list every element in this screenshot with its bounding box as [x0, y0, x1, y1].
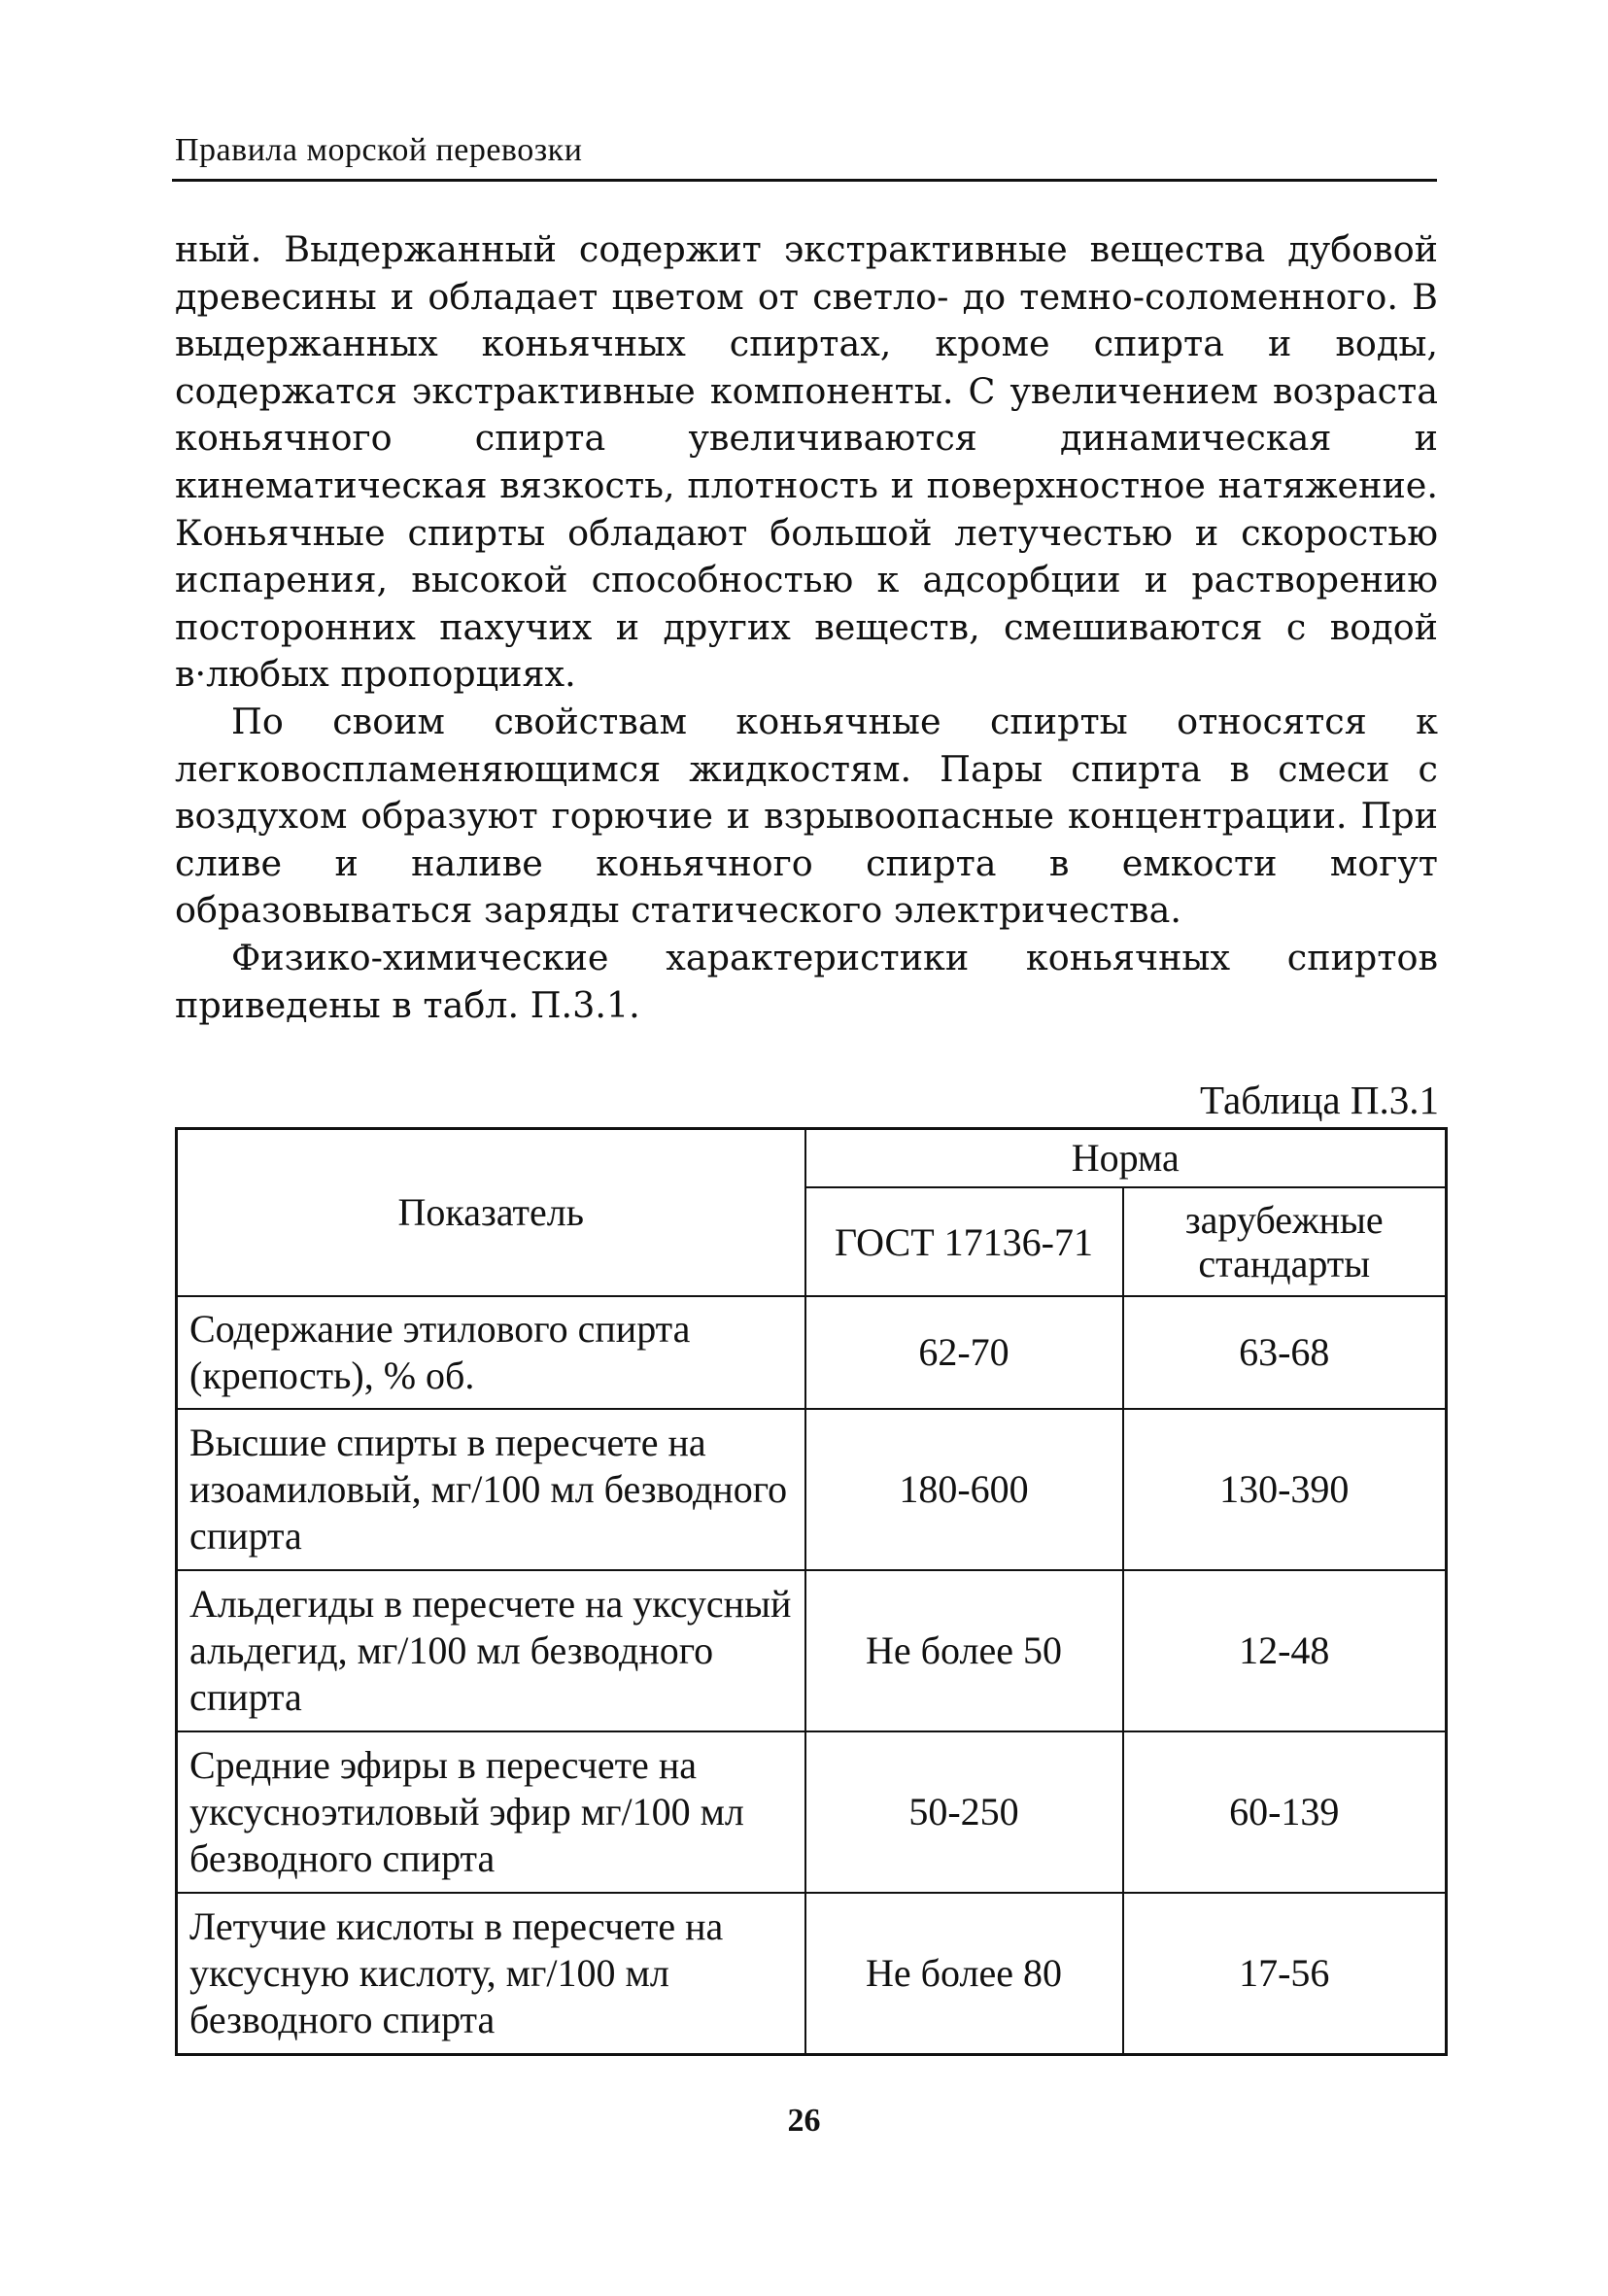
header-foreign-standards: зарубежные стандарты [1123, 1187, 1447, 1296]
row-foreign-value: 17-56 [1123, 1893, 1447, 2055]
table-row [177, 1731, 1447, 1893]
page-number: 26 [787, 2103, 821, 2139]
row-gost-value: 180-600 [805, 1409, 1123, 1570]
table-row [177, 1409, 1447, 1570]
row-parameter: Высшие спирты в пересчете на изоамиловый, мг/100 мл безводного спирта [177, 1409, 805, 1570]
table-row [177, 1570, 1447, 1731]
table-row [177, 1893, 1447, 2055]
running-title: Правила морской перевозки [175, 132, 583, 168]
row-gost-value: 50-250 [805, 1731, 1123, 1893]
table-caption: Таблица П.3.1 [1200, 1078, 1439, 1122]
row-parameter: Содержание этилового спирта (крепость), % об. [177, 1296, 805, 1409]
paragraph-1: ный. Выдержанный содержит экстрактивные вещества дубовой древесины и обладает цветом от светло- до темно-соломенного. В выдержанных коньячных спиртах, кроме спирта и воды, содержатся экстрактивные компоненты. С увеличением возраста коньячного спирта увеличиваются динамическая и кинематическая вязкость, плотность и поверхностное натяжение. Коньячные спирты обладают большой летучестью и скоростью испарения, высокой способностью к адсорбции и растворению посторонних пахучих и других веществ, смешиваются с водой в·любых пропорциях. [175, 228, 1438, 696]
paragraph-3: Физико-химические характеристики коньячных спиртов приведены в табл. П.3.1. [175, 936, 1438, 1026]
row-gost-value: Не более 50 [805, 1570, 1123, 1731]
norms-table [175, 1127, 1448, 2056]
paragraph-2: По своим свойствам коньячные спирты относятся к легковоспламеняющимся жидкостям. Пары спирта в смеси с воздухом образуют горючие и взрывоопасные концентрации. При сливе и наливе коньячного спирта в емкости могут образовываться заряды статического электричества. [175, 700, 1438, 932]
row-parameter: Средние эфиры в пересчете на уксусноэтиловый эфир мг/100 мл безводного спирта [177, 1731, 805, 1893]
row-foreign-value: 60-139 [1123, 1731, 1447, 1893]
table-row [177, 1296, 1447, 1409]
header-gost: ГОСТ 17136-71 [805, 1187, 1123, 1296]
header-norm: Норма [805, 1129, 1447, 1188]
row-foreign-value: 130-390 [1123, 1409, 1447, 1570]
row-parameter: Летучие кислоты в пересчете на уксусную кислоту, мг/100 мл безводного спирта [177, 1893, 805, 2055]
row-foreign-value: 12-48 [1123, 1570, 1447, 1731]
header-rule [172, 179, 1437, 182]
row-gost-value: Не более 80 [805, 1893, 1123, 2055]
row-parameter: Альдегиды в пересчете на уксусный альдегид, мг/100 мл безводного спирта [177, 1570, 805, 1731]
body-text [175, 226, 1438, 1029]
row-gost-value: 62-70 [805, 1296, 1123, 1409]
header-parameter: Показатель [177, 1129, 805, 1297]
row-foreign-value: 63-68 [1123, 1296, 1447, 1409]
